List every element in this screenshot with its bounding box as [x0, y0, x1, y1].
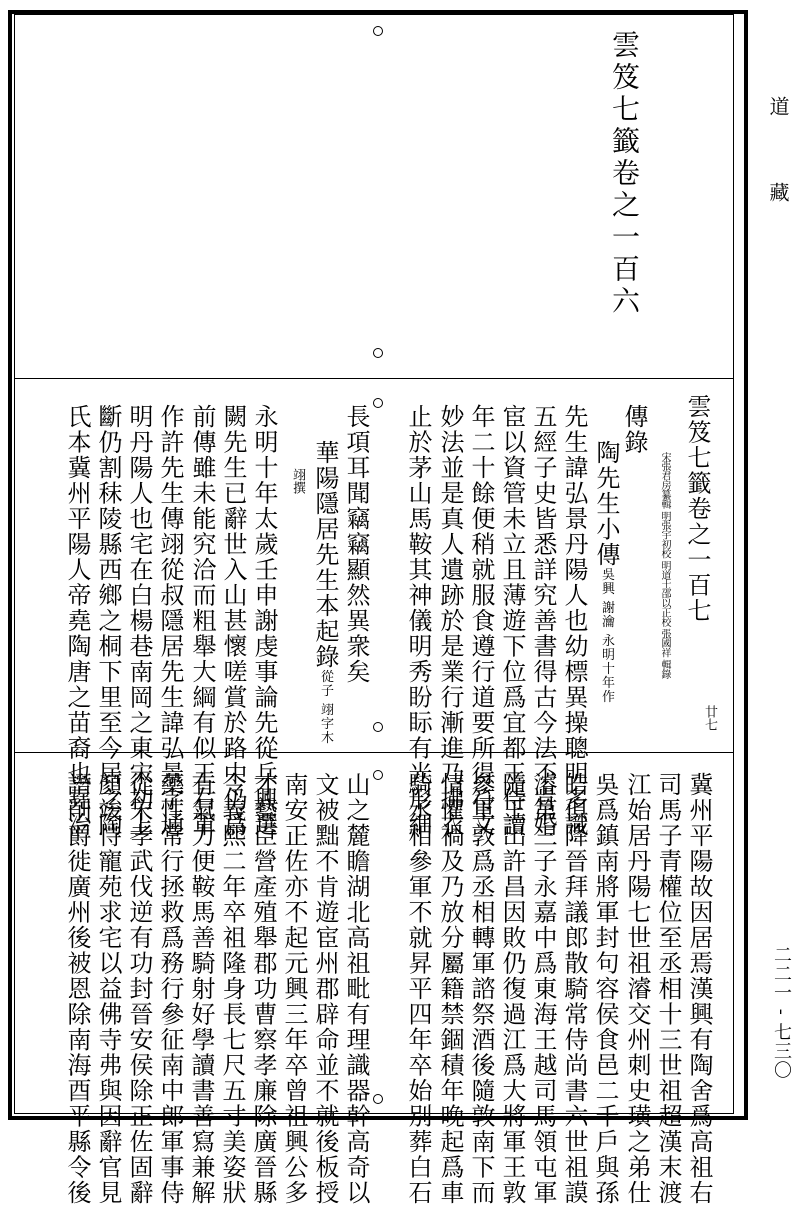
text-column	[313, 440, 337, 745]
text-column: 參軍敦爲丞相轉軍諮祭酒後隨敦南下而	[467, 772, 495, 1206]
text-column: 妙法並是真人遺跡於是業行漸進乃拂衣	[436, 404, 464, 838]
binding-hole-icon	[373, 770, 383, 780]
text-column: 五經子史皆悉詳究善書得古今法不肯婚	[529, 404, 557, 838]
text-column: 明丹陽人也宅在白楊巷南岡之東宋初上	[125, 404, 153, 838]
panel-separator-top	[14, 378, 734, 379]
column-annotation: 從子 翊字木	[318, 669, 333, 745]
text-column: 司馬子青權位至丞相十三世祖超漢末渡	[654, 772, 682, 1206]
column-main-text: 陶先生小傳	[592, 440, 620, 568]
binding-hole-icon	[373, 722, 383, 732]
binding-hole-icon	[373, 26, 383, 36]
text-column: 譖削爵徙廣州後被恩除南海酉平縣令後	[63, 772, 91, 1206]
panel-separator-bottom	[14, 752, 734, 753]
margin-label-zang: 藏	[766, 182, 790, 202]
binding-hole-icon	[373, 1094, 383, 1104]
text-column: 止於茅山馬鞍其神儀明秀盼眎有光形細	[404, 404, 432, 838]
text-column: 宦以資管未立且薄遊下位爲宜都王侍讀	[498, 404, 526, 838]
text-column: 永明十年太歲壬申謝虔事論先從兵興選	[250, 404, 278, 838]
text-column: 文被黜不肯遊宦州郡辟命並不就後板授	[311, 772, 339, 1206]
binding-hole-icon	[373, 348, 383, 358]
text-column: 冀州平陽故因居焉漢興有陶舍爲高祖右	[685, 772, 713, 1206]
text-column: 從宋孝武伐逆有功封晉安侯除正佐固辭	[125, 772, 153, 1206]
text-column: 作許先生傳翊從叔隱居先生諱弘景字通	[156, 404, 184, 838]
folio-number: 廿七	[702, 705, 717, 731]
text-column: 藥性常行拯救爲務行參征南中郎軍事侍	[156, 772, 184, 1206]
text-column: 顏竣恃寵苑求宅以益佛寺弗與因辭官見	[94, 772, 122, 1206]
text-column: 南安正佐亦不起元興三年卒曾祖興公多	[280, 772, 308, 1206]
text-column: 闕先生已辭世入山甚懷嗟賞於路中仍爲	[219, 404, 247, 838]
margin-label-dao: 道	[766, 96, 790, 116]
text-column: 前傳雖未能究洽而粗舉大綱有似王右軍	[188, 404, 216, 838]
text-column: 隨王出許昌因敗仍復過江爲大將軍王敦	[498, 772, 526, 1206]
text-column: 濬第三子永嘉中爲東海王越司馬領屯軍	[529, 772, 557, 1206]
page-number: 二二一 - 七三〇	[771, 945, 792, 1080]
volume-title: 雲笈七籤卷之一百七	[683, 394, 711, 624]
text-column: 江始居丹陽七世祖濬交州刺史璜之弟仕	[623, 772, 651, 1206]
text-column: 騎丞相參軍不就昇平四年卒始別葬白石	[404, 772, 432, 1206]
author-line: 翊撰	[290, 468, 305, 494]
column-main-text: 華陽隱居先生本起錄	[311, 440, 339, 670]
text-column: 令義熙二年卒祖隆身長七尺五寸美姿狀	[218, 772, 246, 1206]
text-column: 長項耳聞竊竊顯然異衆矣	[342, 404, 370, 685]
text-column: 吳爲鎮南將軍封句容侯食邑二千戶與孫	[591, 772, 619, 1206]
top-panel-title: 雲笈七籤卷之一百六	[608, 30, 641, 318]
text-column: 山之麓瞻湖北高祖毗有理識器幹高奇以	[342, 772, 370, 1206]
editors-line: 宋張君房纂輯 明張宇初校 明道士邵以正校 張國祥 輯錄	[659, 452, 670, 679]
text-column: 斷仍割秣陵縣西鄉之桐下里至今居之陶	[94, 404, 122, 838]
text-column: 先生諱弘景丹陽人也幼標異操聰明多識	[560, 404, 588, 838]
text-column: 有氣力便鞍馬善騎射好學讀書善寫兼解	[187, 772, 215, 1206]
text-column: 情懼禍及乃放分屬籍禁錮積年晚起爲車	[436, 772, 464, 1206]
text-column: 皓俱降晉拜議郎散騎常侍尚書六世祖謨	[560, 772, 588, 1206]
text-column: 才藝臣營產殖舉郡功曹察孝廉除廣晉縣	[249, 772, 277, 1206]
text-column: 年二十餘便稍就服食遵行道要所得符文	[467, 404, 495, 838]
section-heading: 傳錄	[620, 404, 648, 455]
text-column: 氏本冀州平陽人帝堯陶唐之苗裔也堯治	[63, 404, 91, 838]
binding-hole-icon	[373, 398, 383, 408]
text-column	[594, 440, 618, 704]
column-annotation: 吳興 謝瀹 永明十年作	[599, 567, 614, 704]
